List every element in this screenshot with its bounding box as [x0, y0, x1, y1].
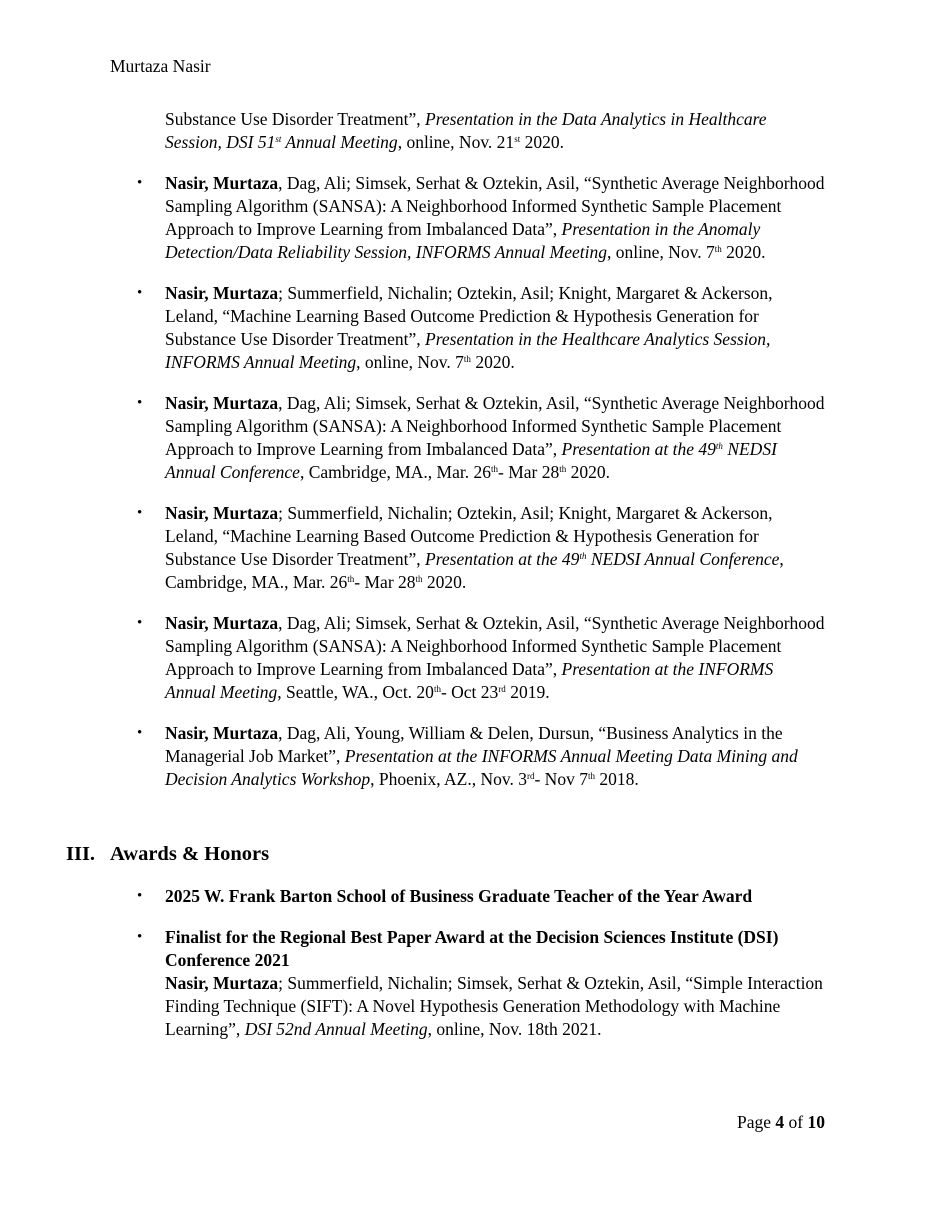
presentation-item: • Nasir, Murtaza; Summerfield, Nichalin; Oztekin, Asil; Knight, Margaret & Ackerson, Leland, “Machine Learning Based Outcome Prediction & Hypothesis Generation for Substance Use Disorder Treatment”, Presentation in the Healthcare Analytics Session, INFORMS Annual Meeting, online, Nov. 7th 2020. — [137, 283, 773, 372]
running-header-name: Murtaza Nasir — [110, 56, 211, 76]
page-content — [0, 108, 935, 1059]
continued-entry: Substance Use Disorder Treatment”, Presentation in the Data Analytics in Healthcare Session, DSI 51st Annual Meeting, online, Nov. 21st 2020. — [165, 109, 767, 152]
venue: Presentation at the INFORMS Annual Meeting — [165, 659, 774, 702]
author-name: Nasir, Murtaza — [165, 973, 279, 993]
bullet-icon: • — [137, 505, 143, 521]
page-footer: Page 4 of 10 — [737, 1112, 825, 1132]
page-number: 4 — [775, 1112, 785, 1132]
presentation-item: • Nasir, Murtaza, Dag, Ali; Simsek, Serhat & Oztekin, Asil, “Synthetic Average Neighborhood Sampling Algorithm (SANSA): A Neighborhood Informed Synthetic Sample Placement Approach to Improve Learning from Imbalanced Data”, Presentation at the 49th NEDSI Annual Conference, Cambridge, MA., Mar. 26th- Mar 28th 2020. — [137, 393, 825, 482]
venue: Presentation in the Data Analytics in Healthcare Session, DSI 51st Annual Meeting — [165, 109, 767, 152]
section-heading — [0, 843, 935, 871]
author-name: Nasir, Murtaza — [165, 503, 279, 523]
venue: DSI 52nd Annual Meeting — [244, 1019, 428, 1039]
venue: Presentation at the 49th NEDSI Annual Conference — [425, 549, 780, 569]
bullet-icon: • — [137, 175, 143, 191]
presentation-item: • Nasir, Murtaza, Dag, Ali, Young, William & Delen, Dursun, “Business Analytics in the Managerial Job Market”, Presentation at the INFORMS Annual Meeting Data Mining and Decision Analytics Workshop, Phoenix, AZ., Nov. 3rd- Nov 7th 2018. — [137, 723, 798, 789]
presentation-item: • Nasir, Murtaza, Dag, Ali; Simsek, Serhat & Oztekin, Asil, “Synthetic Average Neighborhood Sampling Algorithm (SANSA): A Neighborhood Informed Synthetic Sample Placement Approach to Improve Learning from Imbalanced Data”, Presentation at the INFORMS Annual Meeting, Seattle, WA., Oct. 20th- Oct 23rd 2019. — [137, 613, 825, 702]
award-title: 2025 W. Frank Barton School of Business Graduate Teacher of the Year Award — [165, 886, 753, 906]
award-item — [137, 885, 825, 908]
venue: Presentation at the INFORMS Annual Meeting Data Mining and Decision Analytics Workshop — [165, 746, 798, 789]
author-name: Nasir, Murtaza — [165, 613, 279, 633]
presentation-item: • Nasir, Murtaza, Dag, Ali; Simsek, Serhat & Oztekin, Asil, “Synthetic Average Neighborhood Sampling Algorithm (SANSA): A Neighborhood Informed Synthetic Sample Placement Approach to Improve Learning from Imbalanced Data”, Presentation in the Anomaly Detection/Data Reliability Session, INFORMS Annual Meeting, online, Nov. 7th 2020. — [137, 173, 825, 262]
presentation-item: • Nasir, Murtaza; Summerfield, Nichalin; Oztekin, Asil; Knight, Margaret & Ackerson, Leland, “Machine Learning Based Outcome Prediction & Hypothesis Generation for Substance Use Disorder Treatment”, Presentation at the 49th NEDSI Annual Conference, Cambridge, MA., Mar. 26th- Mar 28th 2020. — [137, 503, 784, 592]
bullet-icon: • — [137, 929, 143, 945]
award-title: Finalist for the Regional Best Paper Award at the Decision Sciences Institute (DSI) Conference 2021 — [165, 927, 779, 970]
author-name: Nasir, Murtaza — [165, 173, 279, 193]
bullet-icon: • — [137, 615, 143, 631]
section-title: Awards & Honors — [110, 843, 270, 865]
award-item: • Finalist for the Regional Best Paper Award at the Decision Sciences Institute (DSI) Conference 2021 Nasir, Murtaza; Summerfield, Nichalin; Simsek, Serhat & Oztekin, Asil, “Simple Interaction Finding Technique (SIFT): A Novel Hypothesis Generation Methodology with Machine Learning”, DSI 52nd Annual Meeting, online, Nov. 18th 2021. — [137, 927, 823, 1039]
author-name: Nasir, Murtaza — [165, 283, 279, 303]
venue: Presentation at the 49th NEDSI Annual Conference — [165, 439, 777, 482]
bullet-icon: • — [137, 285, 143, 301]
venue: Presentation in the Healthcare Analytics Session, INFORMS Annual Meeting — [165, 329, 771, 372]
author-name: Nasir, Murtaza — [165, 723, 279, 743]
bullet-icon: • — [137, 395, 143, 411]
page-total: 10 — [807, 1112, 825, 1132]
bullet-icon: • — [137, 725, 143, 741]
bullet-icon: • — [137, 888, 143, 904]
venue: Presentation in the Anomaly Detection/Data Reliability Session, INFORMS Annual Meeting — [165, 219, 761, 262]
section-number: III. — [66, 843, 96, 865]
author-name: Nasir, Murtaza — [165, 393, 279, 413]
